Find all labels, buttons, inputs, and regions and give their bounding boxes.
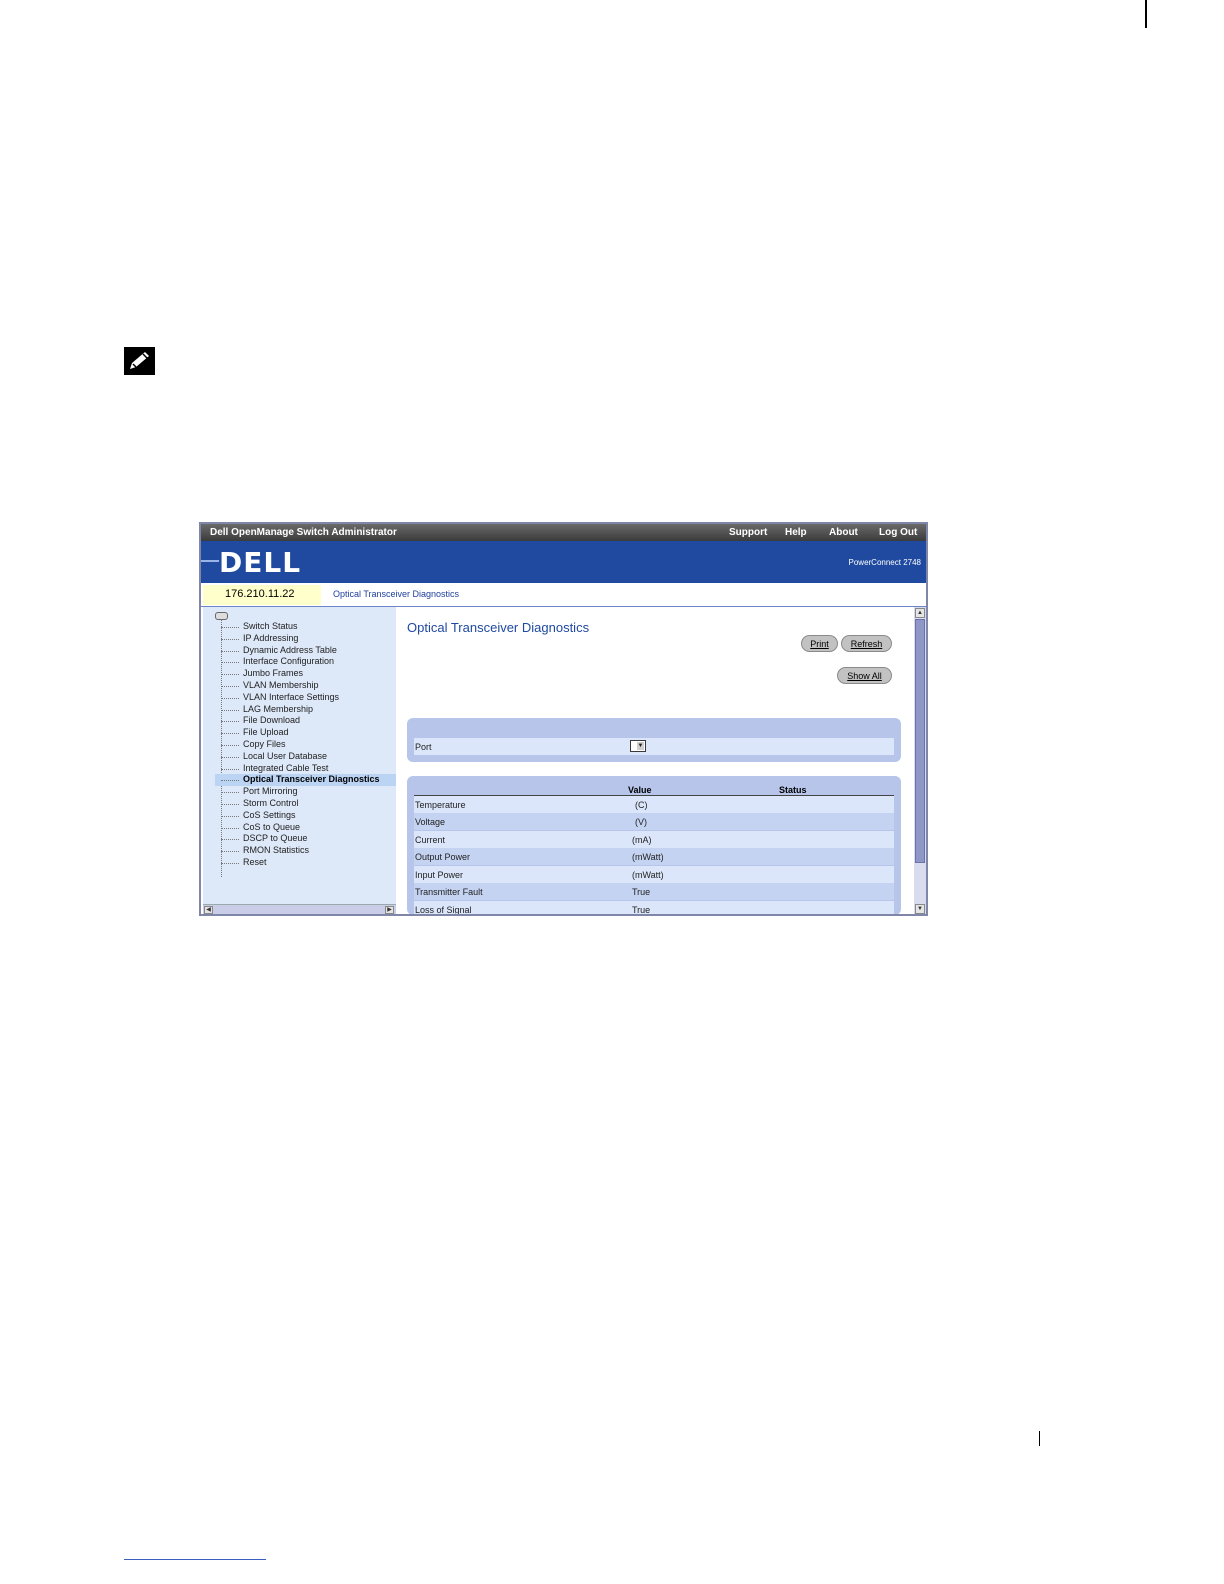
page-title: Optical Transceiver Diagnostics [407,620,590,635]
port-label: Port [415,742,432,752]
sidebar-item-reset[interactable]: Reset [221,857,398,869]
row-label: Input Power [415,870,464,880]
table-row [414,796,894,813]
model-name: PowerConnect 2748 [848,558,921,567]
row-value: (C) [635,800,648,810]
sidebar-item-port-mirroring[interactable]: Port Mirroring [221,786,398,798]
row-value: (mA) [632,835,652,845]
scroll-left-icon[interactable]: ◀ [204,906,213,914]
sidebar-tree [203,607,396,904]
print-button[interactable]: Print [801,635,838,652]
sidebar-item-storm-control[interactable]: Storm Control [221,798,398,810]
sidebar-item-dscp-to-queue[interactable]: DSCP to Queue [221,833,398,845]
row-value: True [632,905,651,915]
sidebar-item-jumbo-frames[interactable]: Jumbo Frames [221,668,398,680]
sidebar-item-switch-status[interactable]: Switch Status [221,621,398,633]
sidebar-item-optical-transceiver-diagnostics[interactable]: Optical Transceiver Diagnostics [215,774,398,786]
row-value: True [632,887,651,897]
column-header-status: Status [779,785,807,795]
nav-help-link[interactable]: Help [785,527,807,538]
breadcrumb: Optical Transceiver Diagnostics [333,589,460,599]
sidebar-item-vlan-interface-settings[interactable]: VLAN Interface Settings [221,692,398,704]
sidebar-horizontal-scrollbar[interactable] [203,904,396,915]
footer-rule [124,1559,266,1560]
sidebar-item-cos-settings[interactable]: CoS Settings [221,810,398,822]
brand-bar [201,541,926,583]
refresh-button[interactable]: Refresh [841,635,892,652]
sidebar-item-ip-addressing[interactable]: IP Addressing [221,633,398,645]
sidebar-list [221,621,398,869]
screenshot-window [199,522,928,916]
port-row [414,738,894,755]
sidebar-item-interface-configuration[interactable]: Interface Configuration [221,656,398,668]
table-row [414,866,894,883]
note-pencil-icon [124,347,155,375]
port-select[interactable] [630,740,646,752]
scroll-down-icon[interactable]: ▼ [915,904,925,914]
logo-swoosh [201,560,219,562]
row-label: Temperature [415,800,466,810]
scrollbar-thumb[interactable] [915,619,925,863]
sidebar-item-file-download[interactable]: File Download [221,715,398,727]
scroll-right-icon[interactable]: ▶ [385,906,394,914]
chevron-down-icon[interactable]: ▼ [637,743,644,749]
port-panel [407,718,901,762]
content-vertical-scrollbar[interactable] [914,607,926,915]
address-bar [201,583,926,607]
row-label: Current [415,835,446,845]
row-label: Voltage [415,817,446,827]
row-label: Transmitter Fault [415,887,483,897]
table-row [414,901,894,916]
table-row [414,813,894,830]
main-content [396,607,914,915]
sidebar-item-rmon-statistics[interactable]: RMON Statistics [221,845,398,857]
title-bar [201,524,926,541]
nav-logout-link[interactable]: Log Out [879,527,918,538]
sidebar-item-copy-files[interactable]: Copy Files [221,739,398,751]
sidebar-item-lag-membership[interactable]: LAG Membership [221,704,398,716]
nav-about-link[interactable]: About [829,527,858,538]
sidebar-item-vlan-membership[interactable]: VLAN Membership [221,680,398,692]
page-number-marker [1039,1431,1040,1446]
nav-support-link[interactable]: Support [729,527,768,538]
table-row [414,883,894,900]
row-value: (V) [635,817,647,827]
row-value: (mWatt) [632,870,664,880]
show-all-button[interactable]: Show All [837,667,892,684]
sidebar-item-cos-to-queue[interactable]: CoS to Queue [221,822,398,834]
sidebar-item-file-upload[interactable]: File Upload [221,727,398,739]
table-row [414,831,894,848]
app-title: Dell OpenManage Switch Administrator [210,527,397,538]
sidebar-item-integrated-cable-test[interactable]: Integrated Cable Test [221,763,398,775]
device-ip: 176.210.11.22 [203,585,321,605]
diagnostics-panel [407,776,901,915]
row-label: Output Power [415,852,471,862]
page-top-rule [1145,0,1147,28]
sidebar-item-local-user-database[interactable]: Local User Database [221,751,398,763]
column-header-value: Value [628,785,652,795]
scroll-up-icon[interactable]: ▲ [915,608,925,618]
sidebar-item-dynamic-address-table[interactable]: Dynamic Address Table [221,645,398,657]
dell-logo: DELL [219,546,302,579]
row-value: (mWatt) [632,852,664,862]
table-row [414,848,894,865]
row-label: Loss of Signal [415,905,472,915]
